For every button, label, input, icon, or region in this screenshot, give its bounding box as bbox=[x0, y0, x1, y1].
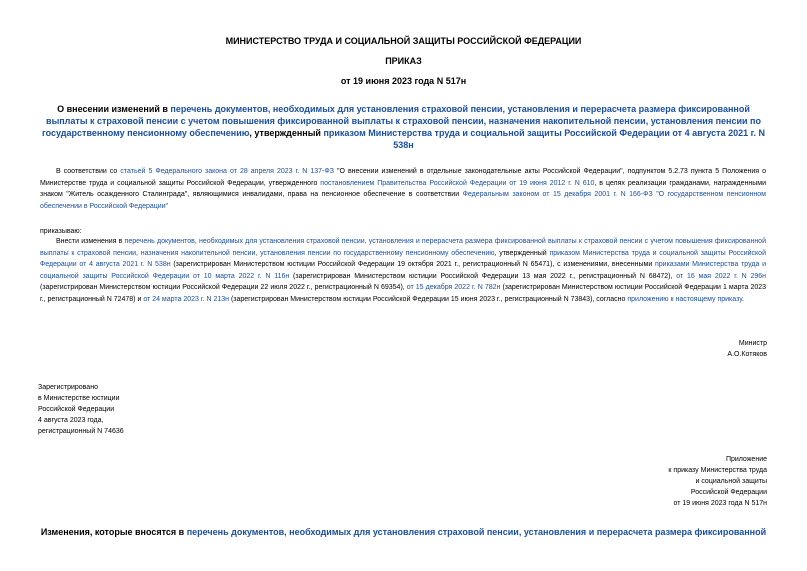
body-link-prikaz-213[interactable]: от 24 марта 2023 г. N 213н bbox=[143, 295, 229, 303]
signature-name: А.О.Котяков bbox=[727, 351, 767, 358]
body-link-appendix[interactable]: приложению к настоящему приказу bbox=[627, 295, 743, 303]
body-text-5: (зарегистрирован Министерством юстиции Российской Федерации 22 июля 2022 г., регистрационный N 69354), bbox=[40, 284, 407, 291]
body-link-prikaz-538[interactable]: приказом Министерства труда и социальной защиты Российской Федерации от 4 августа 2021 г. N 538н bbox=[40, 249, 766, 268]
title-link-prikaz[interactable]: приказом Министерства труда и социальной защиты Российской Федерации от 4 августа 2021 г. N 538н bbox=[323, 128, 765, 150]
preamble-text-2: "О внесении изменений в отдельные законодательные акты Российской Федерации", подпунктом 5.2.73 пункта 5 Положения о Министерстве труда и социальной защиты Российской Федерации, утвержденного bbox=[40, 168, 766, 187]
appendix-line-2: к приказу Министерства труда bbox=[668, 467, 767, 474]
title-text-1: О внесении изменений в bbox=[57, 104, 171, 114]
body-text-1: Внести изменения в bbox=[56, 238, 125, 245]
registration-block bbox=[38, 382, 238, 437]
body-paragraph bbox=[40, 236, 766, 305]
preamble-text-1: В соответствии со bbox=[56, 168, 121, 175]
doc-type-heading: ПРИКАЗ bbox=[385, 56, 422, 66]
body-text-7: (зарегистрирован Министерством юстиции Российской Федерации 15 июня 2023 г., регистрационный N 73843), согласно bbox=[229, 295, 628, 303]
appendix-block bbox=[547, 454, 767, 509]
title-link-perechen[interactable]: перечень документов, необходимых для установления страховой пенсии, установления и перерасчета размера фиксированной выплаты к страховой пенсии с учетом повышения фиксированной выплаты к страховой пенсии, назначения накопительной пенсии, установления пенсии по государственному пенсионному обеспечению bbox=[42, 104, 761, 138]
preamble-link-law-166[interactable]: Федеральным законом от 15 декабря 2001 г. N 166-ФЗ "О государственном пенсионном обеспечении в Российской Федерации" bbox=[40, 191, 766, 210]
registration-line-4: 4 августа 2023 года, bbox=[38, 417, 104, 424]
signature-position: Министр bbox=[738, 340, 767, 347]
appendix-heading-text: Изменения, которые вносятся в bbox=[40, 527, 187, 537]
body-text-3: (зарегистрирован Министерством юстиции Российской Федерации 19 октября 2021 г., регистрационный N 65471), с изменениями, внесенными bbox=[170, 261, 655, 268]
body-text-8: . bbox=[742, 295, 744, 303]
appendix-line-4: Российской Федерации bbox=[690, 489, 767, 496]
registration-line-3: Российской Федерации bbox=[38, 406, 115, 413]
registration-line-5: регистрационный N 74636 bbox=[38, 428, 124, 435]
appendix-line-5: от 19 июня 2023 года N 517н bbox=[673, 500, 767, 507]
document-title bbox=[40, 103, 767, 151]
body-link-prikaz-116[interactable]: приказами Министерства труда и социальной защиты Российской Федерации от 10 марта 2022 г. N 116н bbox=[40, 261, 767, 280]
title-text-2: , утвержденный bbox=[249, 128, 324, 138]
body-text-4: (зарегистрирован Министерством юстиции Российской Федерации 13 мая 2022 г., регистрационный N 68472), bbox=[289, 272, 677, 280]
preamble-link-resolution-610[interactable]: постановлением Правительства Российской Федерации от 19 июня 2012 г. N 610 bbox=[320, 179, 595, 187]
body-link-perechen[interactable]: перечень документов, необходимых для установления страховой пенсии, установления и перерасчета размера фиксированной выплаты к страховой пенсии с учетом повышения фиксированной выплаты к страховой пенсии, назначения накопительной пенсии, установления пенсии по государственному пенсионному обеспечению bbox=[40, 238, 766, 257]
appendix-heading-link[interactable]: перечень документов, необходимых для установления страховой пенсии, установления и перерасчета размера фиксированной bbox=[186, 527, 767, 537]
registration-line-1: Зарегистрировано bbox=[38, 384, 98, 391]
order-word: приказываю: bbox=[40, 228, 82, 235]
signature-block bbox=[567, 338, 767, 360]
body-link-prikaz-782[interactable]: от 15 декабря 2022 г. N 782н bbox=[406, 284, 501, 291]
body-text-2: , утвержденный bbox=[494, 249, 550, 257]
doc-date-number: от 19 июня 2023 года N 517н bbox=[340, 76, 467, 86]
body-text-6: (зарегистрирован Министерством юстиции Российской Федерации 1 марта 2023 г., регистрационный N 72478) и bbox=[40, 284, 767, 303]
preamble-link-law-137[interactable]: статьей 5 Федерального закона от 28 апреля 2023 г. N 137-ФЗ bbox=[120, 168, 334, 175]
preamble-text-3: , в целях реализации гражданами, награжденными знаком "Житель осажденного Сталинграда", являющимися инвалидами, права на пенсионное обеспечение в соответствии bbox=[40, 179, 766, 198]
body-link-prikaz-296[interactable]: от 16 мая 2022 г. N 296н bbox=[676, 272, 767, 280]
registration-line-2: в Министерстве юстиции bbox=[38, 395, 120, 402]
appendix-line-3: и социальной защиты bbox=[695, 478, 767, 485]
appendix-line-1: Приложение bbox=[725, 456, 767, 463]
appendix-heading bbox=[20, 526, 787, 538]
ministry-heading: МИНИСТЕРСТВО ТРУДА И СОЦИАЛЬНОЙ ЗАЩИТЫ РОССИЙСКОЙ ФЕДЕРАЦИИ bbox=[225, 36, 582, 46]
preamble-paragraph bbox=[40, 166, 766, 212]
